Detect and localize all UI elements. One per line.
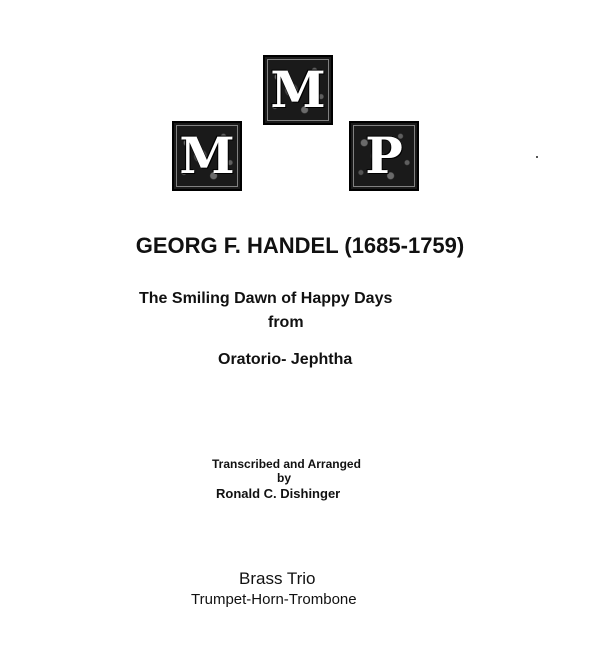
- piece-source: Oratorio- Jephtha: [218, 351, 353, 368]
- logo-letter-m-left: M: [179, 126, 235, 185]
- publisher-logo-m-top: [263, 55, 333, 125]
- credit-by: by: [277, 471, 292, 485]
- piece-title-from: from: [268, 314, 304, 331]
- logo-letter-p-right: P: [365, 126, 403, 185]
- publisher-logo-m-left: [172, 121, 242, 191]
- publisher-logo-p-right: [349, 121, 419, 191]
- logo-letter-m-top: M: [270, 60, 326, 119]
- piece-title: The Smiling Dawn of Happy Days: [139, 290, 393, 307]
- credit-line: Transcribed and Arranged: [212, 457, 361, 471]
- ensemble-type: Brass Trio: [239, 569, 316, 588]
- speck: [536, 156, 538, 158]
- arranger-name: Ronald C. Dishinger: [216, 486, 341, 501]
- composer-heading: GEORG F. HANDEL (1685-1759): [135, 233, 465, 258]
- ensemble-instruments: Trumpet-Horn-Trombone: [191, 591, 357, 608]
